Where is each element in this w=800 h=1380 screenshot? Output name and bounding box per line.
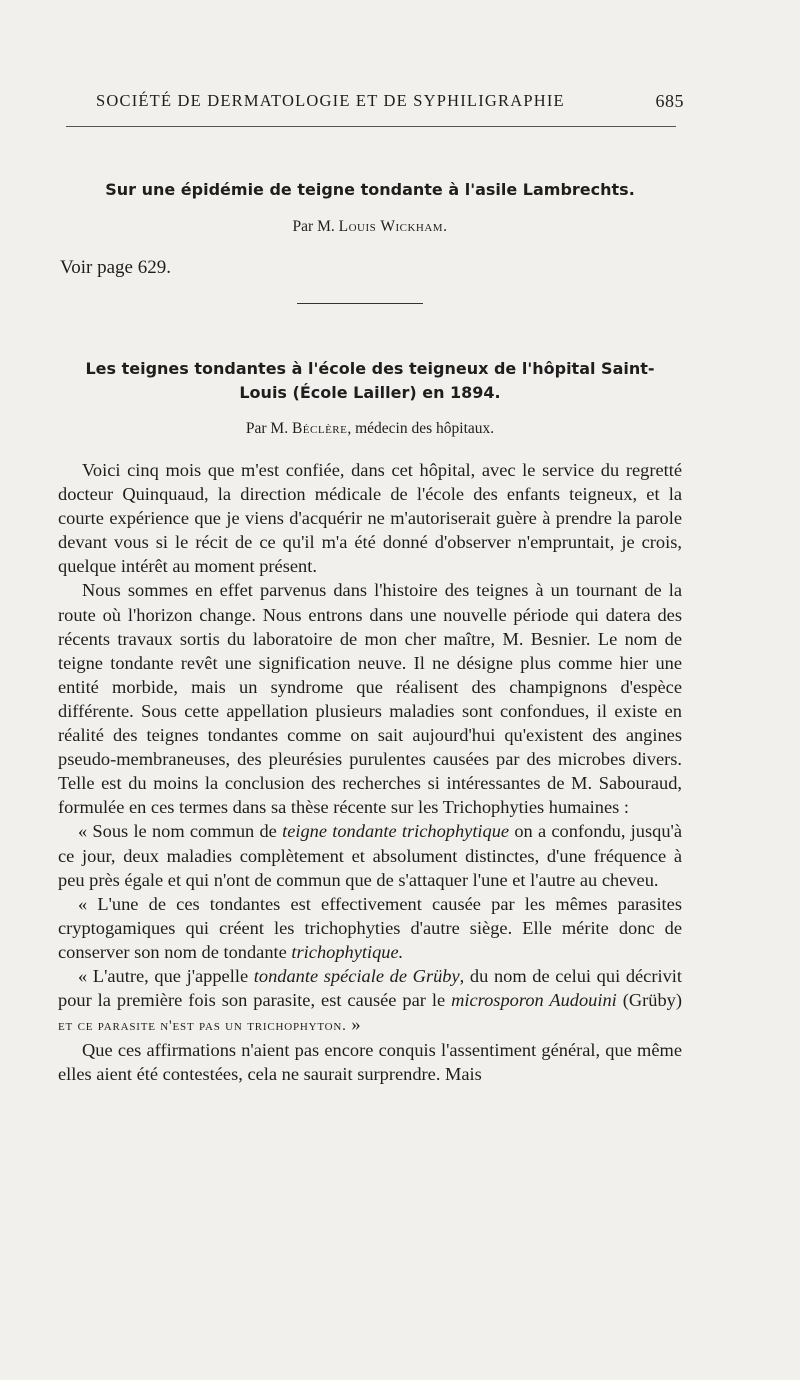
article2-byline	[56, 420, 684, 438]
quote-3-close: »	[346, 1014, 361, 1035]
article1-author: Louis Wickham.	[338, 218, 448, 235]
quote-3	[58, 964, 682, 1038]
article2-byline-suffix: , médecin des hôpitaux.	[347, 420, 495, 437]
article2-author: Béclère	[291, 420, 348, 437]
quote-3-italic-1: tondante spéciale de Grüby	[253, 965, 460, 986]
quote-2-text: « L'une de ces tondantes est effectivement causée par les mêmes parasites cryptogamiques qui créent les trichophyties d'autre siège. Elle mérite donc de conserver son nom de tondante	[58, 893, 682, 962]
quote-3-smallcaps: et ce parasite n'est pas un trichophyton.	[58, 1018, 347, 1035]
article1-byline-prefix: Par M.	[292, 218, 339, 235]
quote-2-italic: trichophytique.	[291, 941, 404, 962]
quote-3-text-mid2: (Grüby)	[616, 990, 682, 1011]
article2-title-line1: Les teignes tondantes à l'école des teigneux de l'hôpital Saint-	[85, 359, 655, 378]
article1-byline	[56, 218, 684, 236]
section-separator	[297, 303, 423, 304]
paragraph-1: Voici cinq mois que m'est confiée, dans cet hôpital, avec le service du regretté docteur Quinquaud, la direction médicale de l'école des enfants teigneux, et la courte expérience que je viens d'acquérir ne m'autoriserait guère à prendre la parole devant vous si le récit de ce qu'il m'a été donné d'observer n'empruntait, je crois, quelque intérêt au moment présent.	[58, 460, 682, 577]
quote-2	[58, 892, 682, 964]
article1-note: Voir page 629.	[60, 257, 171, 278]
article-body	[58, 458, 682, 1086]
article2-title-line2: Louis (École Lailler) en 1894.	[239, 383, 501, 402]
quote-3-text: « L'autre, que j'appelle	[78, 965, 254, 986]
quote-1-text: « Sous le nom commun de	[78, 821, 283, 842]
paragraph-3: Que ces affirmations n'aient pas encore conquis l'assentiment général, que même elles aient été contestées, cela ne saurait surprendre. Mais	[58, 1040, 682, 1085]
quote-1-text-end: on a confondu, jusqu'à ce jour, deux maladies complètement et absolument distinctes, d'une fréquence à peu près égale et qui n'ont de commun que de s'attaquer l'une et l'autre au cheveu.	[58, 821, 682, 890]
quote-1	[58, 819, 682, 891]
header-rule	[66, 126, 676, 127]
quote-3-italic-2: microsporon Audouini	[451, 990, 617, 1011]
article2-byline-prefix: Par M.	[245, 420, 292, 437]
running-head-title: SOCIÉTÉ DE DERMATOLOGIE ET DE SYPHILIGRAPHIE	[96, 91, 565, 110]
article1-title: Sur une épidémie de teigne tondante à l'asile Lambrechts.	[105, 180, 635, 199]
page-number: 685	[655, 91, 684, 111]
paragraph-2: Nous sommes en effet parvenus dans l'histoire des teignes à un tournant de la route où l'horizon change. Nous entrons dans une nouvelle période qui datera des récents travaux sortis du laboratoire de mon cher maître, M. Besnier. Le nom de teigne tondante revêt une signification neuve. Il ne désigne plus comme hier une entité morbide, mais un syndrome que réalisent des champignons d'espèce différente. Sous cette appellation plusieurs maladies sont confondues, il existe en réalité des teignes tondantes comme on sait aujourd'hui qu'existent des angines pseudo-membraneuses, des pleurésies purulentes causées par des microbes divers. Telle est du moins la conclusion des recherches si intéressantes de M. Sabouraud, formulée en ces termes dans sa thèse récente sur les Trichophyties humaines :	[58, 580, 682, 818]
quote-3-text-mid: , du nom de celui qui décrivit pour la première fois son parasite, est causée par le	[58, 965, 682, 1011]
quote-1-italic: teigne tondante trichophytique	[282, 821, 510, 842]
